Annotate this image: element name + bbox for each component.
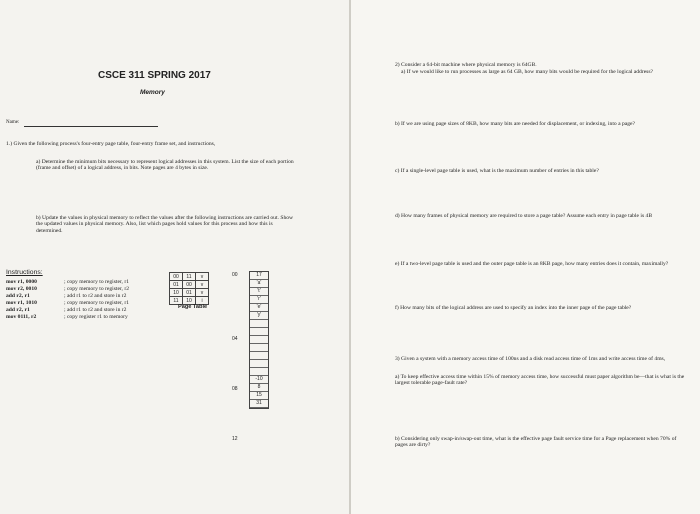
q2c-text: c) If a single-level page table is used, what is the maximum number of entries in this table? [395, 168, 599, 174]
memory-cell: -10 [250, 376, 268, 384]
page-table-row [170, 281, 209, 289]
page-table-caption: Page Table [178, 304, 208, 310]
memory-cell: 't' [250, 288, 268, 296]
physical-memory [249, 271, 269, 409]
memory-cell: 'y' [250, 312, 268, 320]
page-number-cell: 01 [170, 281, 183, 289]
instr-code: add r2, r1 [6, 307, 30, 313]
valid-bit-cell: i [196, 297, 209, 305]
q1b-text: b) Update the values in physical memory to reflect the values after the following instructions are carried out. Show the updated values in physical memory. Also, list which pages hold values for this process and how this is determined. [36, 215, 294, 234]
instr-comment: ; add r1 to r2 and store in r2 [64, 293, 127, 299]
instr-code: add r2, r1 [6, 293, 30, 299]
memory-cell: 'e' [250, 304, 268, 312]
frame-number-cell: 01 [183, 289, 196, 297]
page-table-row [170, 289, 209, 297]
frame-number-cell: 10 [183, 297, 196, 305]
q1-intro: 1.) Given the following process's four-entry page table, four-entry frame set, and instructions, [6, 141, 216, 147]
memory-cell: 15 [250, 392, 268, 400]
memory-cell: 17 [250, 272, 268, 280]
memory-cell: 31 [250, 400, 268, 408]
instr-code: mov 0111, r2 [6, 314, 37, 320]
instr-code: mov r1, 0000 [6, 279, 37, 285]
memory-cell [250, 360, 268, 368]
memory-address-label: 08 [232, 386, 238, 392]
q2b-text: b) If we are using page sizes of 8KB, how many bits are needed for displacement, or indexing, into a page? [395, 121, 635, 127]
left-page [0, 0, 349, 514]
page-number-cell: 00 [170, 273, 183, 281]
q3b-text: b) Considering only swap-in/swap-out time, what is the effective page fault service time for a Page replacement when 70% of pages are dirty? [395, 436, 677, 449]
q2f-text: f) How many bits of the logical address are used to specify an index into the inner page of the page table? [395, 305, 632, 311]
frame-number-cell: 00 [183, 281, 196, 289]
valid-bit-cell: v [196, 289, 209, 297]
memory-cell [250, 320, 268, 328]
q2a-text: a) If we would like to run processes as large as 64 GB, how many bits would be required for the logical address? [401, 69, 654, 75]
instructions-heading: Instructions: [6, 269, 43, 276]
page-number-cell: 11 [170, 297, 183, 305]
subtitle: Memory [140, 89, 165, 96]
course-title: CSCE 311 SPRING 2017 [98, 70, 211, 81]
q1a-text: a) Determine the minimum bits necessary to represent logical addresses in this system. List the size of each portion (frame and offset) of a logical address, in bits. Note pages are 4 bytes in size. [36, 159, 294, 172]
valid-bit-cell: v [196, 273, 209, 281]
instr-comment: ; copy register r1 to memory [64, 314, 128, 320]
frame-number-cell: 11 [183, 273, 196, 281]
memory-address-label: 04 [232, 336, 238, 342]
memory-cell [250, 352, 268, 360]
q3a-text: a) To keep effective access time within 15% of memory access time, how successful must paper algorithm be—that is what is the largest tolerable page-fault rate? [395, 374, 685, 387]
memory-cell [250, 344, 268, 352]
instr-code: mov r1, 1010 [6, 300, 37, 306]
instr-code: mov r2, 0010 [6, 286, 37, 292]
memory-address-label: 00 [232, 272, 238, 278]
page-table [169, 272, 209, 305]
page-table-row [170, 273, 209, 281]
valid-bit-cell: v [196, 281, 209, 289]
page-number-cell: 10 [170, 289, 183, 297]
instr-comment: ; copy memory to register, r2 [64, 286, 130, 292]
instr-comment: ; copy memory to register, r1 [64, 300, 130, 306]
name-label: Name: [6, 120, 20, 125]
q2e-text: e) If a two-level page table is used and the outer page table is an 8KB page, how many entries does it contain, maximally? [395, 261, 669, 267]
memory-cell [250, 328, 268, 336]
memory-cell: 'r' [250, 296, 268, 304]
instr-comment: ; add r1 to r2 and store in r2 [64, 307, 127, 313]
instr-comment: ; copy memory to register, r1 [64, 279, 130, 285]
memory-cell [250, 336, 268, 344]
q2-intro: 2) Consider a 64-bit machine where physical memory is 64GB. [395, 62, 537, 68]
q3-intro: 3) Given a system with a memory access time of 100ns and a disk read access time of 1ms and write access time of 4ms, [395, 356, 666, 362]
memory-cell: 'a' [250, 280, 268, 288]
name-line[interactable] [24, 126, 158, 127]
memory-cell [250, 368, 268, 376]
memory-cell: 8 [250, 384, 268, 392]
memory-address-label: 12 [232, 436, 238, 442]
q2d-text: d) How many frames of physical memory are required to store a page table? Assume each entry in page table is 4B [395, 213, 653, 219]
right-page [351, 0, 700, 514]
